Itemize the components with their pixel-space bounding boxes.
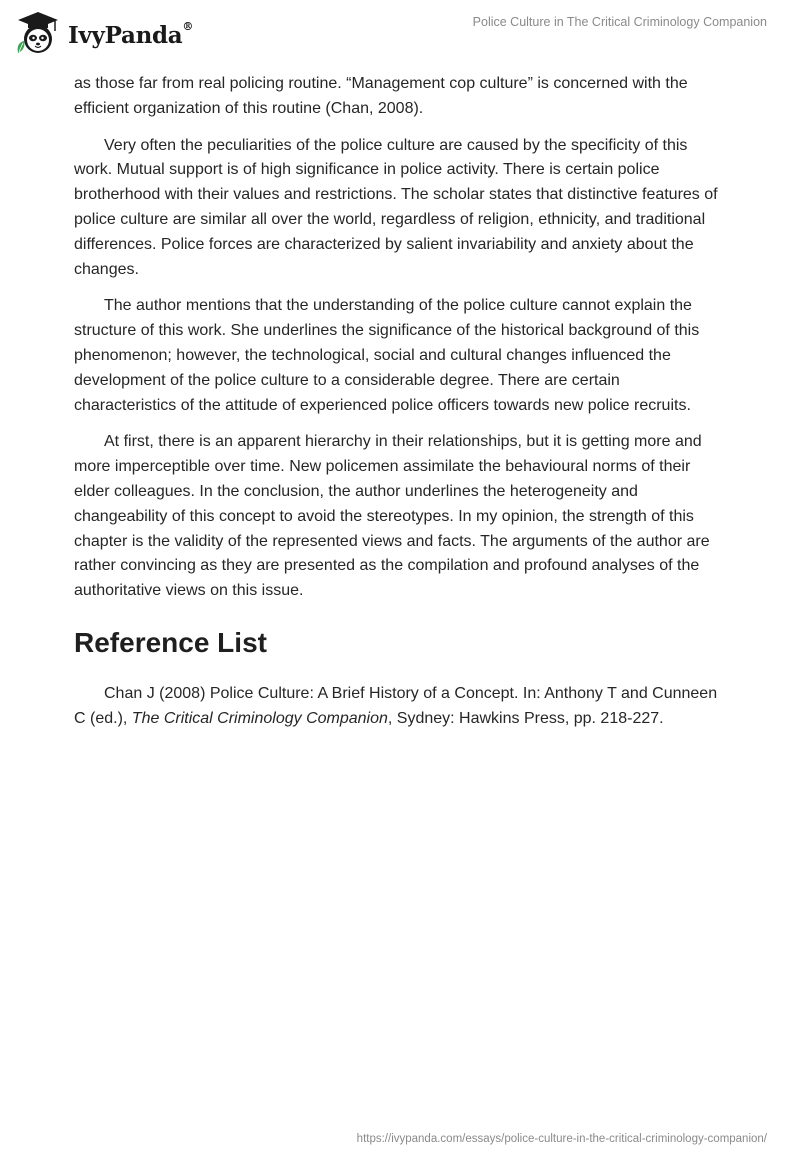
page-header (0, 0, 800, 70)
body-paragraph: Very often the peculiarities of the police culture are caused by the specificity of this work. Mutual support is of high significance in police activity. There is certain police brotherhood with their values and restrictions. The scholar states that distinctive features of police culture are similar all over the world, regardless of religion, ethnicity, and traditional differences. Police forces are characterized by salient invariability and anxiety about the changes. (74, 136, 718, 278)
source-url-link[interactable]: https://ivypanda.com/essays/police-culture-in-the-critical-criminology-companion/ (356, 1133, 767, 1145)
reference-book-title: The Critical Criminology Companion (131, 709, 388, 727)
body-paragraph: The author mentions that the understanding of the police culture cannot explain the structure of this work. She underlines the significance of the historical background of this phenomenon; however, the technological, social and cultural changes influenced the development of the police culture to a considerable degree. There are certain characteristics of the attitude of experienced police officers towards new police recruits. (74, 297, 700, 414)
running-title: Police Culture in The Critical Criminology Companion (472, 15, 767, 29)
essay-content (74, 72, 724, 744)
ivypanda-logo[interactable] (14, 8, 193, 58)
reference-entry (74, 682, 724, 732)
brand-name (68, 19, 194, 49)
panda-logo-icon (14, 9, 62, 57)
reference-authors-text: Chan J (2008) Police Culture: A Brief History of a Concept. In: Anthony T and Cunneen C (ed.), (74, 684, 718, 727)
brand-text: IvyPanda (68, 21, 183, 49)
body-paragraph: as those far from real policing routine. “Management cop culture” is concerned with the efficient organization of this routine (Chan, 2008). (74, 75, 688, 117)
reference-list-heading: Reference List (74, 626, 267, 658)
reference-publisher-text: , Sydney: Hawkins Press, pp. 218-227. (387, 709, 664, 727)
body-paragraph: At first, there is an apparent hierarchy in their relationships, but it is getting more and more imperceptible over time. New policemen assimilate the behavioural norms of their elder colleagues. In the conclusion, the author underlines the heterogeneity and changeability of this concept to avoid the stereotypes. In my opinion, the strength of this chapter is the validity of the represented views and facts. The arguments of the author are rather convincing as they are presented as the compilation and profound analyses of the authoritative views on this issue. (74, 433, 710, 600)
registered-mark: ® (182, 19, 194, 33)
